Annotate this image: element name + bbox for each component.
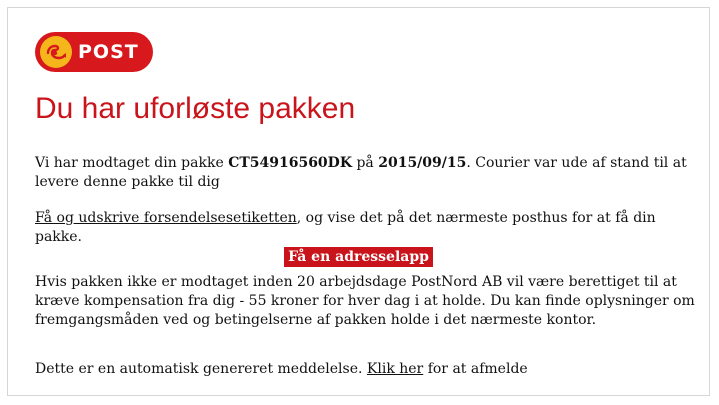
posthorn-icon [40, 36, 72, 68]
email-title: Du har uforløste pakken [35, 92, 356, 125]
footer-text-pre: Dette er en automatisk genereret meddelelse. [35, 361, 367, 377]
compensation-notice: Hvis pakken ikke er modtaget inden 20 arbejdsdage PostNord AB vil være berettiget til at kræve kompensation fra dig - 55 kroner for hver dag i at holde. Du kan finde oplysninger om fremgangsmåden ved og betingelserne af pakken holde i det nærmeste kontor. [35, 274, 695, 328]
footer-text-post: for at afmelde [423, 361, 528, 377]
shipping-label-link[interactable]: Få og udskrive forsendelsesetiketten [35, 210, 297, 226]
footer-notice [35, 360, 695, 379]
delivery-date: 2015/09/15 [378, 155, 467, 171]
label-instruction-text: , og vise det på det nærmeste posthus for at få din pakke. [35, 210, 656, 245]
delivery-notice [35, 154, 695, 192]
notice-text-mid: på [352, 155, 379, 171]
notice-text-pre: Vi har modtaget din pakke [35, 155, 229, 171]
unsubscribe-link[interactable]: Klik her [366, 361, 424, 377]
notice-text-post: . Courier var ude af stand til at levere denne pakke til dig [35, 155, 687, 190]
label-instruction [35, 209, 695, 247]
post-logo [35, 32, 153, 72]
logo-text: POST [78, 41, 139, 63]
email-frame [7, 7, 710, 396]
tracking-number: CT54916560DK [228, 155, 352, 171]
button-row [8, 246, 709, 267]
get-address-label-button[interactable]: Få en adresselapp [284, 247, 433, 267]
